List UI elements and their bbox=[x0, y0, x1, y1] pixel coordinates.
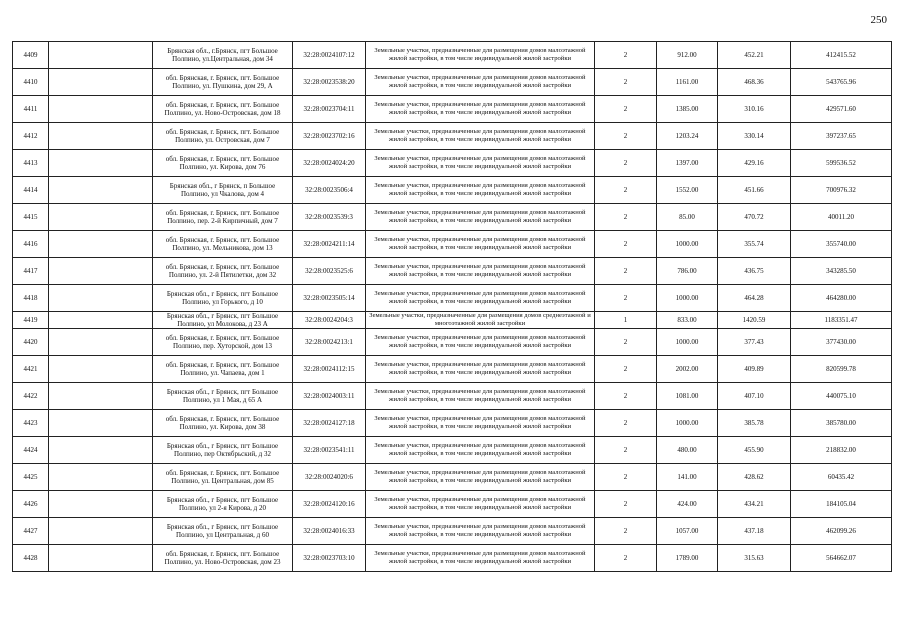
permitted-use-cell: Земельные участки, предназначенные для размещения домов малоэтажной жилой застройки, в том числе индивидуальной жилой застройки bbox=[366, 356, 595, 383]
empty-cell bbox=[49, 464, 153, 491]
table-row bbox=[13, 150, 892, 177]
cadastral-value-cell: 462099.26 bbox=[791, 518, 892, 545]
area-cell: 1000.00 bbox=[657, 231, 718, 258]
unit-cadastral-value-cell: 377.43 bbox=[718, 329, 791, 356]
table-row bbox=[13, 383, 892, 410]
empty-cell bbox=[49, 231, 153, 258]
empty-cell bbox=[49, 329, 153, 356]
table-row bbox=[13, 518, 892, 545]
permitted-use-cell: Земельные участки, предназначенные для размещения домов малоэтажной жилой застройки, в том числе индивидуальной жилой застройки bbox=[366, 329, 595, 356]
cadastral-value-cell: 397237.65 bbox=[791, 123, 892, 150]
cadastral-value-cell: 700976.32 bbox=[791, 177, 892, 204]
unit-cadastral-value-cell: 436.75 bbox=[718, 258, 791, 285]
use-group-cell: 2 bbox=[595, 204, 657, 231]
address-cell: Брянская обл., г Брянск, пгт Большое Полпино, ул Молокова, д 23 А bbox=[153, 312, 293, 329]
permitted-use-cell: Земельные участки, предназначенные для размещения домов среднеэтажной и многоэтажной жилой застройки bbox=[366, 312, 595, 329]
permitted-use-cell: Земельные участки, предназначенные для размещения домов малоэтажной жилой застройки, в том числе индивидуальной жилой застройки bbox=[366, 231, 595, 258]
permitted-use-cell: Земельные участки, предназначенные для размещения домов малоэтажной жилой застройки, в том числе индивидуальной жилой застройки bbox=[366, 518, 595, 545]
area-cell: 1397.00 bbox=[657, 150, 718, 177]
cadastral-number-cell: 32:28:0024003:11 bbox=[293, 383, 366, 410]
page-number: 250 bbox=[870, 14, 887, 26]
area-cell: 833.00 bbox=[657, 312, 718, 329]
empty-cell bbox=[49, 285, 153, 312]
row-number-cell: 4427 bbox=[13, 518, 49, 545]
empty-cell bbox=[49, 491, 153, 518]
use-group-cell: 2 bbox=[595, 491, 657, 518]
area-cell: 1000.00 bbox=[657, 329, 718, 356]
cadastral-number-cell: 32:28:0024020:6 bbox=[293, 464, 366, 491]
row-number-cell: 4425 bbox=[13, 464, 49, 491]
address-cell: обл. Брянская, г. Брянск, пгт. Большое Полпино, пер. 2-й Кирпичный, дом 7 bbox=[153, 204, 293, 231]
table-row bbox=[13, 285, 892, 312]
cadastral-value-cell: 385780.00 bbox=[791, 410, 892, 437]
cadastral-value-cell: 40011.20 bbox=[791, 204, 892, 231]
use-group-cell: 2 bbox=[595, 410, 657, 437]
empty-cell bbox=[49, 383, 153, 410]
cadastral-value-table bbox=[12, 41, 892, 572]
row-number-cell: 4413 bbox=[13, 150, 49, 177]
empty-cell bbox=[49, 437, 153, 464]
use-group-cell: 2 bbox=[595, 518, 657, 545]
use-group-cell: 2 bbox=[595, 177, 657, 204]
cadastral-value-cell: 377430.00 bbox=[791, 329, 892, 356]
permitted-use-cell: Земельные участки, предназначенные для размещения домов малоэтажной жилой застройки, в том числе индивидуальной жилой застройки bbox=[366, 123, 595, 150]
address-cell: обл. Брянская, г. Брянск, пгт. Большое Полпино, ул. Пушкина, дом 29, А bbox=[153, 69, 293, 96]
row-number-cell: 4422 bbox=[13, 383, 49, 410]
address-cell: обл. Брянская, г. Брянск, пгт. Большое Полпино, ул. Кирова, дом 76 bbox=[153, 150, 293, 177]
unit-cadastral-value-cell: 409.89 bbox=[718, 356, 791, 383]
area-cell: 480.00 bbox=[657, 437, 718, 464]
cadastral-number-cell: 32:28:0024211:14 bbox=[293, 231, 366, 258]
address-cell: Брянская обл., г Брянск, пгт Большое Полпино, ул 1 Мая, д 65 А bbox=[153, 383, 293, 410]
unit-cadastral-value-cell: 315.63 bbox=[718, 545, 791, 572]
empty-cell bbox=[49, 312, 153, 329]
unit-cadastral-value-cell: 385.78 bbox=[718, 410, 791, 437]
unit-cadastral-value-cell: 407.10 bbox=[718, 383, 791, 410]
permitted-use-cell: Земельные участки, предназначенные для размещения домов малоэтажной жилой застройки, в том числе индивидуальной жилой застройки bbox=[366, 437, 595, 464]
unit-cadastral-value-cell: 330.14 bbox=[718, 123, 791, 150]
permitted-use-cell: Земельные участки, предназначенные для размещения домов малоэтажной жилой застройки, в том числе индивидуальной жилой застройки bbox=[366, 150, 595, 177]
cadastral-value-cell: 464280.00 bbox=[791, 285, 892, 312]
empty-cell bbox=[49, 150, 153, 177]
permitted-use-cell: Земельные участки, предназначенные для размещения домов малоэтажной жилой застройки, в том числе индивидуальной жилой застройки bbox=[366, 69, 595, 96]
address-cell: Брянская обл., г Брянск, пгт Большое Полпино, ул 2-я Кирова, д 20 bbox=[153, 491, 293, 518]
permitted-use-cell: Земельные участки, предназначенные для размещения домов малоэтажной жилой застройки, в том числе индивидуальной жилой застройки bbox=[366, 491, 595, 518]
area-cell: 424.00 bbox=[657, 491, 718, 518]
row-number-cell: 4414 bbox=[13, 177, 49, 204]
address-cell: Брянская обл., г Брянск, пгт Большое Полпино, пер Октябрьский, д 32 bbox=[153, 437, 293, 464]
table-row bbox=[13, 464, 892, 491]
row-number-cell: 4410 bbox=[13, 69, 49, 96]
unit-cadastral-value-cell: 452.21 bbox=[718, 42, 791, 69]
unit-cadastral-value-cell: 434.21 bbox=[718, 491, 791, 518]
cadastral-number-cell: 32:28:0024112:15 bbox=[293, 356, 366, 383]
cadastral-value-cell: 60435.42 bbox=[791, 464, 892, 491]
unit-cadastral-value-cell: 470.72 bbox=[718, 204, 791, 231]
cadastral-value-cell: 429571.60 bbox=[791, 96, 892, 123]
empty-cell bbox=[49, 123, 153, 150]
table-row bbox=[13, 491, 892, 518]
unit-cadastral-value-cell: 455.90 bbox=[718, 437, 791, 464]
row-number-cell: 4411 bbox=[13, 96, 49, 123]
address-cell: обл. Брянская, г. Брянск, пгт. Большое Полпино, пер. Хуторской, дом 13 bbox=[153, 329, 293, 356]
table-row bbox=[13, 204, 892, 231]
row-number-cell: 4409 bbox=[13, 42, 49, 69]
use-group-cell: 2 bbox=[595, 258, 657, 285]
area-cell: 1552.00 bbox=[657, 177, 718, 204]
address-cell: обл. Брянская, г. Брянск, пгт. Большое Полпино, ул. Ново-Островская, дом 23 bbox=[153, 545, 293, 572]
unit-cadastral-value-cell: 464.28 bbox=[718, 285, 791, 312]
unit-cadastral-value-cell: 428.62 bbox=[718, 464, 791, 491]
table-row bbox=[13, 96, 892, 123]
empty-cell bbox=[49, 258, 153, 285]
unit-cadastral-value-cell: 355.74 bbox=[718, 231, 791, 258]
area-cell: 1161.00 bbox=[657, 69, 718, 96]
area-cell: 1385.00 bbox=[657, 96, 718, 123]
row-number-cell: 4421 bbox=[13, 356, 49, 383]
table-row bbox=[13, 123, 892, 150]
empty-cell bbox=[49, 96, 153, 123]
cadastral-value-cell: 184105.04 bbox=[791, 491, 892, 518]
table-row bbox=[13, 258, 892, 285]
cadastral-number-cell: 32:28:0023538:20 bbox=[293, 69, 366, 96]
use-group-cell: 2 bbox=[595, 329, 657, 356]
area-cell: 1203.24 bbox=[657, 123, 718, 150]
unit-cadastral-value-cell: 437.18 bbox=[718, 518, 791, 545]
address-cell: обл. Брянская, г. Брянск, пгт. Большое Полпино, ул. Кирова, дом 38 bbox=[153, 410, 293, 437]
permitted-use-cell: Земельные участки, предназначенные для размещения домов малоэтажной жилой застройки, в том числе индивидуальной жилой застройки bbox=[366, 545, 595, 572]
row-number-cell: 4419 bbox=[13, 312, 49, 329]
permitted-use-cell: Земельные участки, предназначенные для размещения домов малоэтажной жилой застройки, в том числе индивидуальной жилой застройки bbox=[366, 464, 595, 491]
cadastral-number-cell: 32:28:0024204:3 bbox=[293, 312, 366, 329]
cadastral-number-cell: 32:28:0023703:10 bbox=[293, 545, 366, 572]
address-cell: обл. Брянская, г. Брянск, пгт. Большое Полпино, ул. 2-й Пятилетки, дом 32 bbox=[153, 258, 293, 285]
cadastral-value-cell: 543765.96 bbox=[791, 69, 892, 96]
cadastral-number-cell: 32:28:0024024:20 bbox=[293, 150, 366, 177]
address-cell: обл. Брянская, г. Брянск, пгт. Большое Полпино, ул. Островская, дом 7 bbox=[153, 123, 293, 150]
use-group-cell: 2 bbox=[595, 150, 657, 177]
cadastral-value-cell: 1183351.47 bbox=[791, 312, 892, 329]
row-number-cell: 4415 bbox=[13, 204, 49, 231]
area-cell: 141.00 bbox=[657, 464, 718, 491]
cadastral-value-cell: 820599.78 bbox=[791, 356, 892, 383]
empty-cell bbox=[49, 545, 153, 572]
row-number-cell: 4423 bbox=[13, 410, 49, 437]
address-cell: обл. Брянская, г. Брянск, пгт. Большое Полпино, ул. Ново-Островская, дом 18 bbox=[153, 96, 293, 123]
table-row bbox=[13, 329, 892, 356]
table-row bbox=[13, 356, 892, 383]
table-row bbox=[13, 545, 892, 572]
row-number-cell: 4418 bbox=[13, 285, 49, 312]
table-body bbox=[13, 42, 892, 572]
cadastral-value-cell: 440075.10 bbox=[791, 383, 892, 410]
empty-cell bbox=[49, 518, 153, 545]
use-group-cell: 1 bbox=[595, 312, 657, 329]
cadastral-number-cell: 32:28:0023506:4 bbox=[293, 177, 366, 204]
cadastral-value-cell: 412415.52 bbox=[791, 42, 892, 69]
address-cell: Брянская обл., г.Брянск, пгт Большое Полпино, ул.Центральная, дом 34 bbox=[153, 42, 293, 69]
permitted-use-cell: Земельные участки, предназначенные для размещения домов малоэтажной жилой застройки, в том числе индивидуальной жилой застройки bbox=[366, 285, 595, 312]
cadastral-number-cell: 32:28:0024120:16 bbox=[293, 491, 366, 518]
unit-cadastral-value-cell: 429.16 bbox=[718, 150, 791, 177]
use-group-cell: 2 bbox=[595, 96, 657, 123]
address-cell: обл. Брянская, г. Брянск, пгт. Большое Полпино, ул. Центральная, дом 85 bbox=[153, 464, 293, 491]
permitted-use-cell: Земельные участки, предназначенные для размещения домов малоэтажной жилой застройки, в том числе индивидуальной жилой застройки bbox=[366, 177, 595, 204]
empty-cell bbox=[49, 356, 153, 383]
cadastral-number-cell: 32:28:0024107:12 bbox=[293, 42, 366, 69]
address-cell: обл. Брянская, г. Брянск, пгт. Большое Полпино, ул. Чапаева, дом 1 bbox=[153, 356, 293, 383]
row-number-cell: 4420 bbox=[13, 329, 49, 356]
row-number-cell: 4412 bbox=[13, 123, 49, 150]
area-cell: 786.00 bbox=[657, 258, 718, 285]
area-cell: 1057.00 bbox=[657, 518, 718, 545]
address-cell: Брянская обл., г Брянск, пгт Большое Полпино, ул Горького, д 10 bbox=[153, 285, 293, 312]
address-cell: обл. Брянская, г. Брянск, пгт. Большое Полпино, ул. Мельникова, дом 13 bbox=[153, 231, 293, 258]
table-row bbox=[13, 312, 892, 329]
use-group-cell: 2 bbox=[595, 383, 657, 410]
empty-cell bbox=[49, 177, 153, 204]
empty-cell bbox=[49, 204, 153, 231]
permitted-use-cell: Земельные участки, предназначенные для размещения домов малоэтажной жилой застройки, в том числе индивидуальной жилой застройки bbox=[366, 383, 595, 410]
area-cell: 912.00 bbox=[657, 42, 718, 69]
unit-cadastral-value-cell: 1420.59 bbox=[718, 312, 791, 329]
use-group-cell: 2 bbox=[595, 437, 657, 464]
use-group-cell: 2 bbox=[595, 123, 657, 150]
use-group-cell: 2 bbox=[595, 285, 657, 312]
row-number-cell: 4424 bbox=[13, 437, 49, 464]
table-row bbox=[13, 437, 892, 464]
area-cell: 1081.00 bbox=[657, 383, 718, 410]
permitted-use-cell: Земельные участки, предназначенные для размещения домов малоэтажной жилой застройки, в том числе индивидуальной жилой застройки bbox=[366, 258, 595, 285]
cadastral-number-cell: 32:28:0023525:6 bbox=[293, 258, 366, 285]
cadastral-value-cell: 355740.00 bbox=[791, 231, 892, 258]
cadastral-number-cell: 32:28:0023539:3 bbox=[293, 204, 366, 231]
cadastral-number-cell: 32:28:0024016:33 bbox=[293, 518, 366, 545]
use-group-cell: 2 bbox=[595, 231, 657, 258]
row-number-cell: 4428 bbox=[13, 545, 49, 572]
empty-cell bbox=[49, 69, 153, 96]
unit-cadastral-value-cell: 310.16 bbox=[718, 96, 791, 123]
table-row bbox=[13, 231, 892, 258]
use-group-cell: 2 bbox=[595, 464, 657, 491]
row-number-cell: 4416 bbox=[13, 231, 49, 258]
area-cell: 1789.00 bbox=[657, 545, 718, 572]
permitted-use-cell: Земельные участки, предназначенные для размещения домов малоэтажной жилой застройки, в том числе индивидуальной жилой застройки bbox=[366, 42, 595, 69]
address-cell: Брянская обл., г Брянск, п Большое Полпино, ул Чкалова, дом 4 bbox=[153, 177, 293, 204]
use-group-cell: 2 bbox=[595, 69, 657, 96]
area-cell: 85.00 bbox=[657, 204, 718, 231]
table-row bbox=[13, 177, 892, 204]
permitted-use-cell: Земельные участки, предназначенные для размещения домов малоэтажной жилой застройки, в том числе индивидуальной жилой застройки bbox=[366, 96, 595, 123]
cadastral-number-cell: 32:28:0023541:11 bbox=[293, 437, 366, 464]
cadastral-value-cell: 599536.52 bbox=[791, 150, 892, 177]
use-group-cell: 2 bbox=[595, 545, 657, 572]
cadastral-value-cell: 218832.00 bbox=[791, 437, 892, 464]
area-cell: 2002.00 bbox=[657, 356, 718, 383]
cadastral-number-cell: 32:28:0023704:11 bbox=[293, 96, 366, 123]
cadastral-value-cell: 343285.50 bbox=[791, 258, 892, 285]
area-cell: 1000.00 bbox=[657, 410, 718, 437]
empty-cell bbox=[49, 410, 153, 437]
table-row bbox=[13, 410, 892, 437]
cadastral-number-cell: 32:28:0023505:14 bbox=[293, 285, 366, 312]
permitted-use-cell: Земельные участки, предназначенные для размещения домов малоэтажной жилой застройки, в том числе индивидуальной жилой застройки bbox=[366, 204, 595, 231]
cadastral-value-cell: 564662.07 bbox=[791, 545, 892, 572]
cadastral-number-cell: 32:28:0024213:1 bbox=[293, 329, 366, 356]
unit-cadastral-value-cell: 468.36 bbox=[718, 69, 791, 96]
use-group-cell: 2 bbox=[595, 42, 657, 69]
empty-cell bbox=[49, 42, 153, 69]
table-row bbox=[13, 69, 892, 96]
table-row bbox=[13, 42, 892, 69]
area-cell: 1000.00 bbox=[657, 285, 718, 312]
unit-cadastral-value-cell: 451.66 bbox=[718, 177, 791, 204]
use-group-cell: 2 bbox=[595, 356, 657, 383]
address-cell: Брянская обл., г Брянск, пгт Большое Полпино, ул Центральная, д 60 bbox=[153, 518, 293, 545]
row-number-cell: 4417 bbox=[13, 258, 49, 285]
row-number-cell: 4426 bbox=[13, 491, 49, 518]
cadastral-number-cell: 32:28:0023702:16 bbox=[293, 123, 366, 150]
permitted-use-cell: Земельные участки, предназначенные для размещения домов малоэтажной жилой застройки, в том числе индивидуальной жилой застройки bbox=[366, 410, 595, 437]
cadastral-number-cell: 32:28:0024127:18 bbox=[293, 410, 366, 437]
